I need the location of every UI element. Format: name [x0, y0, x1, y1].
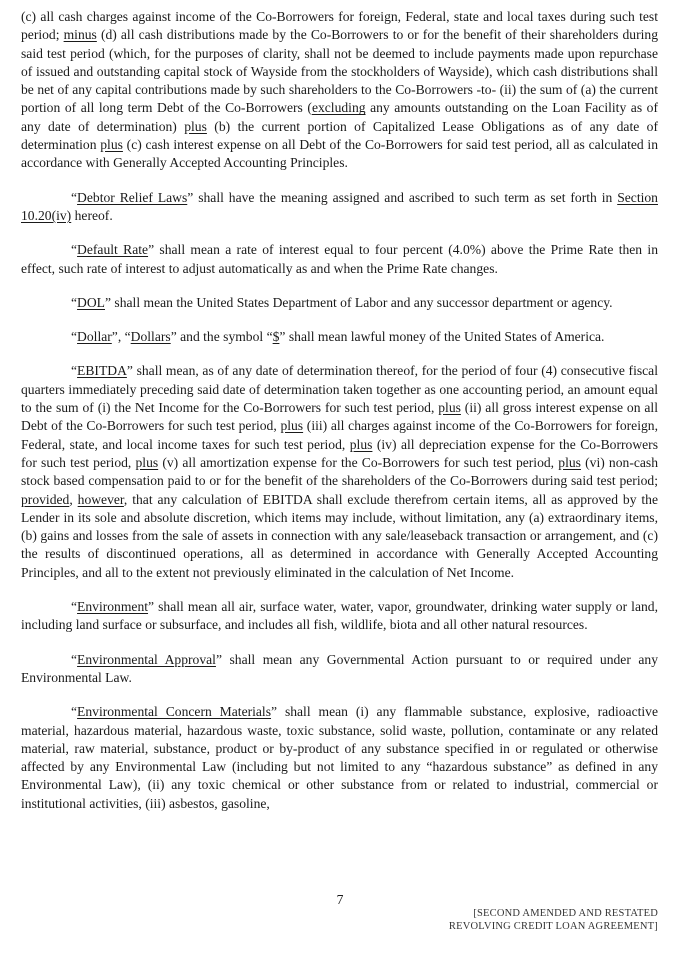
plus-term: plus — [280, 418, 304, 434]
footer-line: REVOLVING CREDIT LOAN AGREEMENT] — [448, 921, 658, 932]
defined-term: Default Rate — [77, 242, 149, 258]
excluding-term: excluding — [311, 100, 366, 116]
definition-environmental-approval: “Environmental Approval” shall mean any Governmental Action pursuant to or required under any Environmental Law. — [21, 651, 658, 685]
plus-term: plus — [100, 137, 123, 153]
definition-default-rate: “Default Rate” shall mean a rate of interest equal to four percent (4.0%) above the Prime Rate then in effect, such rate of interest to adjust automatically as and when the Prime Rate changes. — [21, 242, 659, 276]
definition-environment: “Environment” shall mean all air, surface water, water, vapor, groundwater, drinking water supply or land, including land surface or subsurface, and includes all fish, wildlife, biota and all other natural resources. — [21, 599, 658, 633]
defined-term: Dollar — [77, 329, 112, 345]
minus-term: minus — [63, 27, 97, 43]
document-footer — [449, 907, 658, 933]
plus-term: plus — [184, 118, 207, 134]
defined-term: Environment — [77, 599, 149, 615]
plus-term: plus — [135, 454, 159, 470]
provided-term: provided — [21, 491, 70, 507]
footer-line: [SECOND AMENDED AND RESTATED — [473, 908, 658, 919]
defined-term: Environmental Concern Materials — [77, 704, 272, 720]
however-term: however — [77, 491, 124, 507]
definition-debtor-relief-laws: “Debtor Relief Laws” shall have the meaning assigned and ascribed to such term as set forth in Section 10.20(iv) hereof. — [21, 189, 658, 223]
definition-environmental-concern-materials: “Environmental Concern Materials” shall mean (i) any flammable substance, explosive, radioactive material, hazardous material, hazardous waste, toxic substance, solid waste, pollution, contaminate or any related material, raw material, substance, product or by-product of any substance specified in or regulated or otherwise affected by any Environmental Law (including but not limited to any “hazardous substance” as defined in any Environmental Law), (ii) any toxic chemical or other substance from or related to industrial, commercial or institutional activities, (iii) asbestos, gasoline, — [21, 704, 658, 811]
defined-term: Environmental Approval — [77, 651, 216, 667]
definition-ebitda: “EBITDA” shall mean, as of any date of determination thereof, for the period of four (4) consecutive fiscal quarters immediately preceding said date of determination taken together as one accounting period, an amount equal to the sum of (i) the Net Income for the Co-Borrowers for such test period, plus (ii) all gross interest expense on all Debt of the Co-Borrowers for such test period, plus (iii) all charges against income of the Co-Borrowers for foreign, Federal, state, and local income taxes for such test period, plus (iv) all depreciation expense for the Co-Borrowers for such test period, plus (v) all amortization expense for the Co-Borrowers for such test period, plus (vi) non-cash stock based compensation paid to or for the benefit of the shareholders of the Co-Borrowers during said test period; provided, however, that any calculation of EBITDA shall exclude therefrom certain items, all as approved by the Lender in its sole and absolute discretion, which items may include, without limitation, any (a) extraordinary items, (b) gains and losses from the sale of assets in connection with any sale/leaseback transaction or arrangement, and (c) the results of discontinued operations, all as determined in accordance with Generally Accepted Accounting Principles, and all to the extent not previously eliminated in the calculation of Net Income. — [21, 363, 659, 580]
defined-term: $ — [272, 329, 280, 345]
plus-term: plus — [558, 454, 581, 470]
defined-term: Dollars — [130, 329, 171, 345]
intro-paragraph: (c) all cash charges against income of the Co-Borrowers for foreign, Federal, state and local taxes during such test period; minus (d) all cash distributions made by the Co-Borrowers to or for the benefit of their shareholders during said test period (which, for the purposes of clarity, shall not be deemed to include payments made upon repurchase of issued and outstanding capital stock of Wayside from the stockholders of Wayside), which cash distributions shall be net of any capital contributions made by such shareholders to the Co-Borrowers -to- (ii) the sum of (a) the current portion of all long term Debt of the Co-Borrowers (excluding any amounts outstanding on the Loan Facility as of any date of determination) plus (b) the current portion of Capitalized Lease Obligations as of any date of determination plus (c) cash interest expense on all Debt of the Co-Borrowers for said test period, all as calculated in accordance with Generally Accepted Accounting Principles. — [21, 9, 659, 171]
defined-term: EBITDA — [77, 363, 127, 379]
defined-term: Debtor Relief Laws — [77, 189, 188, 205]
section-reference: Section 10.20(iv) — [21, 189, 658, 223]
plus-term: plus — [349, 436, 373, 452]
definition-dollar: “Dollar”, “Dollars” and the symbol “$” shall mean lawful money of the United States of America. — [71, 329, 605, 345]
plus-term: plus — [438, 400, 461, 416]
defined-term: DOL — [77, 294, 105, 310]
page-number: 7 — [336, 892, 344, 907]
definition-dol: “DOL” shall mean the United States Department of Labor and any successor department or agency. — [71, 294, 613, 310]
document-page — [21, 8, 658, 813]
